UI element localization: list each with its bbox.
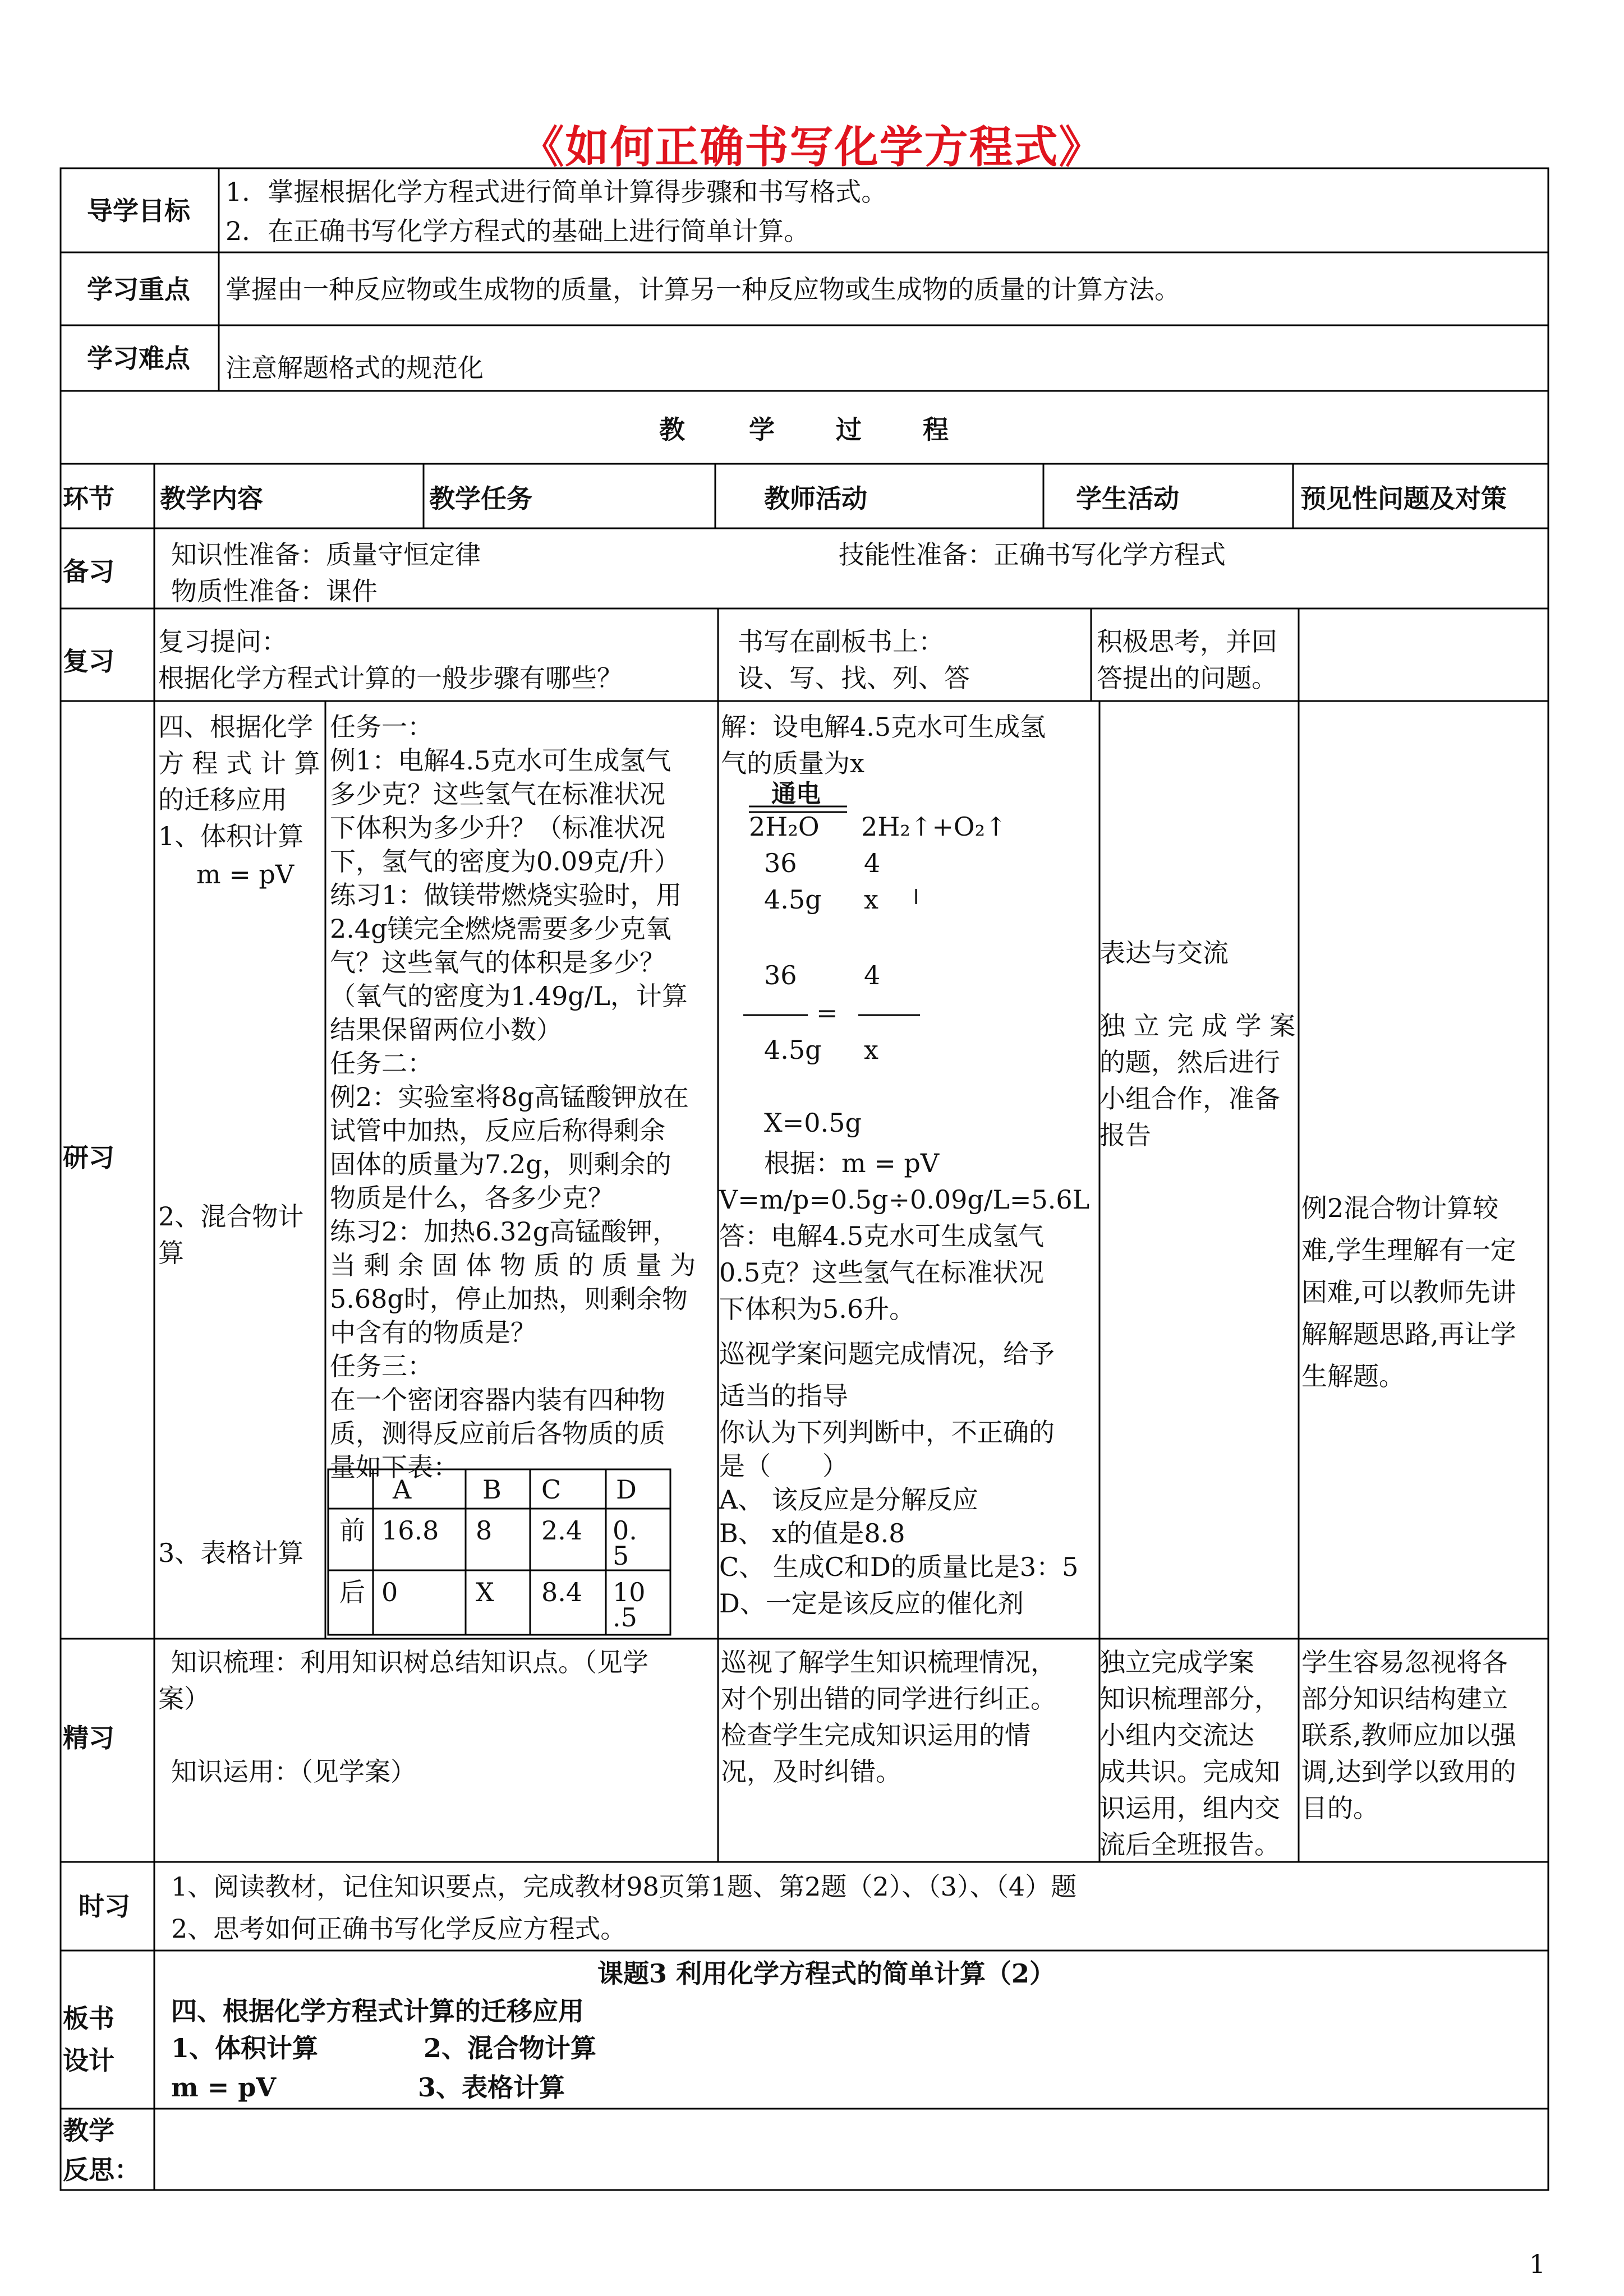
equation-given-2: x	[864, 884, 878, 915]
research-forecast-1: 例2混合物计算较	[1301, 1193, 1499, 1223]
refine-forecast-1: 学生容易忽视将各	[1301, 1647, 1508, 1677]
reflect-label-1: 教学	[63, 2115, 114, 2146]
research-content-1: 四、根据化学	[158, 712, 313, 742]
col-header-student: 学生活动	[1076, 483, 1179, 514]
process-header-4: 程	[923, 414, 949, 445]
teacher-line: 答：电解4.5克水可生成氢气	[719, 1221, 1045, 1251]
refine-teacher-1: 巡视了解学生知识梳理情况，	[721, 1647, 1056, 1677]
board-line-2: 1、体积计算	[171, 2033, 319, 2063]
research-content-4: 1、体积计算	[158, 821, 304, 851]
ratio-denominator-2: x	[864, 1035, 878, 1065]
review-student-1: 积极思考，并回	[1097, 626, 1277, 657]
mass-table-header: A	[393, 1474, 412, 1505]
task-line: （氧气的密度为1.49g/L，计算	[330, 981, 688, 1011]
task-line: 下，氢气的密度为0.09克/升）	[330, 846, 680, 877]
teacher-line: X=0.5g	[764, 1108, 862, 1138]
ratio-denominator-1: 4.5g	[764, 1035, 822, 1065]
mass-table-cell: 2.4	[541, 1515, 583, 1546]
task-line: 下体积为多少升？（标准状况	[330, 813, 665, 843]
research-student-5: 报告	[1099, 1120, 1151, 1150]
task-line: 例2：实验室将8g高锰酸钾放在	[330, 1082, 689, 1112]
refine-forecast-3: 联系,教师应加以强	[1301, 1720, 1516, 1750]
equation-mass-2: 4	[864, 848, 881, 878]
col-header-stage: 环节	[63, 483, 114, 514]
refine-forecast-5: 目的。	[1301, 1793, 1379, 1823]
refine-forecast-4: 调,达到学以致用的	[1301, 1756, 1516, 1787]
research-forecast-2: 难,学生理解有一定	[1301, 1235, 1516, 1265]
focus-text: 掌握由一种反应物或生成物的质量，计算另一种反应物或生成物的质量的计算方法。	[226, 274, 1180, 305]
teacher-line: 解：设电解4.5克水可生成氢	[721, 712, 1046, 742]
task-line: 2.4g镁完全燃烧需要多少克氧	[330, 914, 671, 944]
mass-table-cell: .5	[613, 1602, 637, 1633]
review-student-2: 答提出的问题。	[1097, 663, 1277, 693]
board-line-3: 2、混合物计算	[424, 2033, 597, 2063]
task-line: 固体的质量为7.2g，则剩余的	[330, 1149, 671, 1179]
equation-mass-1: 36	[764, 848, 797, 878]
goal-label: 导学目标	[87, 196, 190, 226]
task-line: 任务三：	[330, 1351, 433, 1381]
mass-table-cell: 8	[476, 1515, 493, 1546]
equation-products: 2H₂↑+O₂↑	[861, 812, 1007, 842]
teacher-line: 适当的指导	[719, 1381, 848, 1411]
task-line: 当 剩 余 固 体 物 质 的 质 量 为	[330, 1250, 696, 1280]
research-student-3: 的题，然后进行	[1099, 1047, 1280, 1077]
refine-student-1: 独立完成学案	[1099, 1647, 1254, 1677]
task-line: 物质是什么，各多少克？	[330, 1183, 614, 1213]
research-content-5: m = pV	[196, 859, 295, 889]
refine-content-2: 案）	[158, 1684, 210, 1714]
equals-sign: =	[816, 998, 838, 1028]
mass-table-cell: 16.8	[381, 1515, 439, 1546]
mass-table-cell: 10	[613, 1577, 646, 1607]
difficulty-text: 注意解题格式的规范化	[226, 353, 484, 383]
teacher-line: 是（ ）	[719, 1451, 848, 1481]
goal-line-2: 2．在正确书写化学方程式的基础上进行简单计算。	[226, 216, 810, 246]
review-teacher-2: 设、写、找、列、答	[738, 663, 970, 693]
ratio-numerator-1: 36	[764, 960, 797, 990]
prep-label: 备习	[63, 556, 114, 587]
process-header-3: 过	[836, 414, 862, 445]
document-title: 《如何正确书写化学方程式》	[520, 122, 1104, 173]
prep-skill: 技能性准备：正确书写化学方程式	[839, 540, 1226, 570]
page-number: 1	[1529, 2249, 1545, 2279]
research-content-6: 2、混合物计	[158, 1201, 304, 1232]
research-student-1: 表达与交流	[1099, 938, 1229, 968]
refine-forecast-2: 部分知识结构建立	[1301, 1684, 1508, 1714]
teacher-line: 根据：m = pV	[764, 1148, 940, 1178]
teacher-line: V=m/p=0.5g÷0.09g/L=5.6L	[719, 1184, 1090, 1215]
col-header-forecast: 预见性问题及对策	[1300, 483, 1507, 514]
choice-a: A、 该反应是分解反应	[719, 1484, 978, 1515]
refine-teacher-3: 检查学生完成知识运用的情	[721, 1720, 1030, 1750]
prep-knowledge: 知识性准备：质量守恒定律	[171, 540, 481, 570]
task-line: 质，测得反应前后各物质的质	[330, 1418, 665, 1449]
teacher-line: 巡视学案问题完成情况，给予	[719, 1339, 1055, 1369]
mass-table-cell: 0	[381, 1577, 398, 1607]
refine-student-4: 成共识。完成知	[1099, 1756, 1280, 1787]
refine-student-3: 小组内交流达	[1099, 1720, 1254, 1750]
research-forecast-5: 生解题。	[1301, 1361, 1405, 1391]
focus-label: 学习重点	[87, 274, 190, 305]
equation-reactant: 2H₂O	[749, 812, 820, 842]
research-forecast-3: 困难,可以教师先讲	[1301, 1277, 1516, 1307]
research-content-8: 3、表格计算	[158, 1538, 304, 1568]
research-forecast-4: 解解题思路,再让学	[1301, 1319, 1516, 1349]
refine-student-5: 识运用，组内交	[1099, 1793, 1280, 1823]
task-line: 多少克？这些氢气在标准状况	[330, 779, 665, 809]
task-line: 中含有的物质是？	[330, 1317, 536, 1348]
reflect-label-2: 反思：	[63, 2155, 140, 2185]
task-line: 练习1：做镁带燃烧实验时，用	[330, 880, 682, 910]
board-label-1: 板书	[63, 2003, 114, 2034]
prep-material: 物质性准备：课件	[171, 576, 378, 606]
board-line-1: 四、根据化学方程式计算的迁移应用	[171, 1996, 584, 2026]
task-line: 任务二：	[330, 1048, 433, 1078]
refine-content-1: 知识梳理：利用知识树总结知识点。（见学	[171, 1647, 648, 1677]
review-teacher-1: 书写在副板书上：	[738, 626, 944, 657]
col-header-task: 教学任务	[429, 483, 532, 514]
research-content-2: 方 程 式 计 算	[158, 748, 320, 778]
task-line: 例1：电解4.5克水可生成氢气	[330, 745, 671, 776]
board-line-4: m = pV	[171, 2072, 277, 2103]
research-content-3: 的迁移应用	[158, 785, 287, 815]
equation-given-1: 4.5g	[764, 884, 822, 915]
board-line-5: 3、表格计算	[418, 2072, 565, 2103]
review-content-1: 复习提问：	[158, 626, 287, 657]
teacher-line: 0.5克？这些氢气在标准状况	[719, 1257, 1045, 1288]
task-line: 量如下表：	[330, 1452, 459, 1482]
research-label: 研习	[63, 1142, 114, 1173]
refine-teacher-2: 对个别出错的同学进行纠正。	[721, 1684, 1056, 1714]
research-student-2: 独 立 完 成 学 案	[1099, 1011, 1296, 1041]
practice-line-1: 1、阅读教材，记住知识要点，完成教材98页第1题、第2题（2）、（3）、（4）题	[171, 1871, 1077, 1902]
process-header-1: 教	[659, 414, 685, 445]
refine-teacher-4: 况，及时纠错。	[721, 1756, 901, 1787]
mass-table-cell: 0.	[613, 1515, 637, 1546]
col-header-content: 教学内容	[160, 483, 263, 514]
mass-table-row-label: 后	[339, 1577, 365, 1607]
board-heading: 课题3 利用化学方程式的简单计算（2）	[597, 1958, 1056, 1989]
teacher-line: 你认为下列判断中，不正确的	[719, 1417, 1055, 1447]
teacher-line: 气的质量为x	[721, 748, 864, 778]
refine-student-2: 知识梳理部分，	[1099, 1684, 1280, 1714]
choice-d: D、一定是该反应的催化剂	[719, 1588, 1024, 1619]
mass-table-header: C	[541, 1474, 562, 1505]
goal-line-1: 1．掌握根据化学方程式进行简单计算得步骤和书写格式。	[226, 177, 887, 207]
mass-table-cell: 8.4	[541, 1577, 583, 1607]
choice-b: B、 x的值是8.8	[719, 1518, 905, 1548]
practice-label: 时习	[79, 1891, 130, 1921]
task-line: 在一个密闭容器内装有四种物	[330, 1385, 665, 1415]
refine-content-3: 知识运用：（见学案）	[171, 1756, 416, 1787]
practice-line-2: 2、思考如何正确书写化学反应方程式。	[171, 1914, 627, 1944]
mass-table-header: B	[482, 1474, 502, 1505]
col-header-teacher: 教师活动	[764, 483, 867, 514]
mass-table-cell: 5	[613, 1541, 629, 1571]
mass-table-row-label: 前	[339, 1515, 365, 1546]
task-line: 试管中加热，反应后称得剩余	[330, 1115, 665, 1146]
ratio-numerator-2: 4	[864, 960, 881, 990]
refine-label: 精习	[63, 1723, 114, 1753]
review-content-2: 根据化学方程式计算的一般步骤有哪些？	[158, 663, 623, 693]
board-label-2: 设计	[63, 2045, 114, 2076]
refine-student-6: 流后全班报告。	[1099, 1829, 1280, 1860]
task-line: 练习2：加热6.32g高锰酸钾，	[330, 1216, 679, 1247]
task-line: 结果保留两位小数）	[330, 1015, 562, 1045]
teacher-line: 下体积为5.6升。	[719, 1294, 915, 1324]
process-header-2: 学	[749, 414, 775, 445]
task-line: 5.68g时，停止加热，则剩余物	[330, 1284, 688, 1314]
task-line: 气？这些氧气的体积是多少？	[330, 947, 665, 978]
task-line: 任务一：	[330, 712, 433, 742]
equation-condition: 通电	[771, 780, 821, 808]
mass-table-header: D	[616, 1474, 637, 1505]
difficulty-label: 学习难点	[87, 343, 190, 374]
research-content-7: 算	[158, 1238, 184, 1268]
mass-table-cell: X	[476, 1577, 494, 1607]
research-student-4: 小组合作，准备	[1099, 1084, 1280, 1114]
choice-c: C、 生成C和D的质量比是3：5	[719, 1552, 1079, 1582]
review-label: 复习	[63, 646, 114, 676]
